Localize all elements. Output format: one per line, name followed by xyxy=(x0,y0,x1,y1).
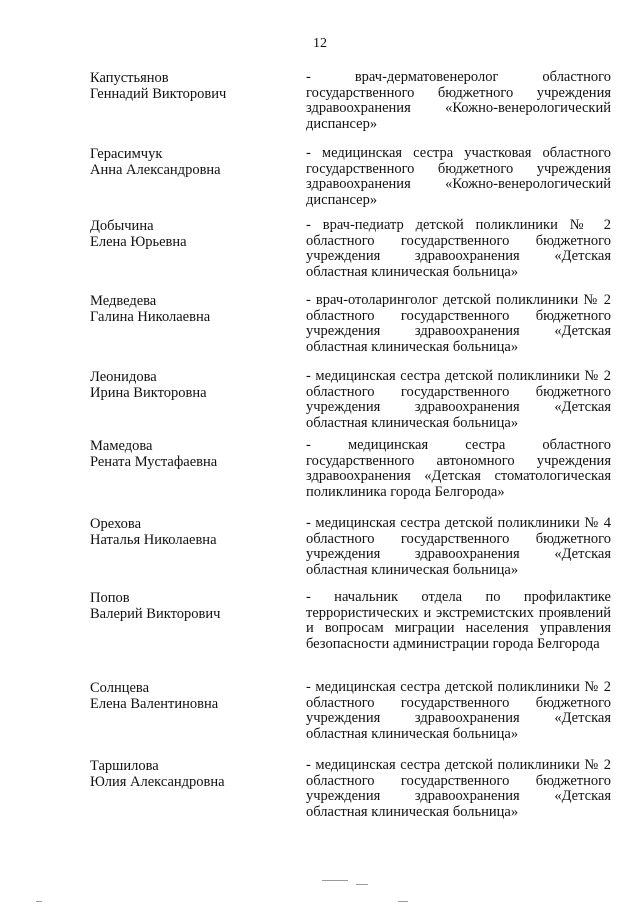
position-description: - медицинская сестра детской поликлиники № 2 областного государственного бюджетного учреждения здравоохранения «Детская областная клиническая больница» xyxy=(306,679,611,742)
person-name xyxy=(90,590,290,622)
position-description: - врач-отоларинголог детской поликлиники № 2 областного государственного бюджетного учреждения здравоохранения «Детская областная клиническая больница» xyxy=(306,292,611,355)
surname: Капустьянов xyxy=(90,70,169,86)
position-description: - начальник отдела по профилактике террористических и экстремистских проявлений и вопросам миграции населения управления безопасности администрации города Белгорода xyxy=(306,589,611,652)
scan-artifact xyxy=(322,880,348,881)
person-name xyxy=(90,369,290,401)
scan-artifact xyxy=(36,901,42,902)
person-name xyxy=(90,218,290,250)
given-names: Ирина Викторовна xyxy=(90,385,207,401)
surname: Леонидова xyxy=(90,369,157,385)
surname: Добычина xyxy=(90,218,154,234)
given-names: Анна Александровна xyxy=(90,162,221,178)
given-names: Юлия Александровна xyxy=(90,774,225,790)
given-names: Наталья Николаевна xyxy=(90,532,217,548)
surname: Попов xyxy=(90,590,130,606)
person-name xyxy=(90,70,290,102)
given-names: Геннадий Викторович xyxy=(90,86,227,102)
position-description: - врач-дерматовенеролог областного государственного бюджетного учреждения здравоохранения «Кожно-венерологический диспансер» xyxy=(306,69,611,132)
page-number: 12 xyxy=(313,36,327,51)
position-description: - врач-педиатр детской поликлиники № 2 областного государственного бюджетного учреждения здравоохранения «Детская областная клиническая больница» xyxy=(306,217,611,280)
scan-artifact xyxy=(356,884,368,885)
person-name xyxy=(90,758,290,790)
surname: Солнцева xyxy=(90,680,150,696)
position-description: - медицинская сестра областного государственного автономного учреждения здравоохранения «Детская стоматологическая поликлиника города Белгорода» xyxy=(306,437,611,500)
given-names: Елена Валентиновна xyxy=(90,696,219,712)
surname: Медведева xyxy=(90,293,157,309)
person-name xyxy=(90,516,290,548)
position-description: - медицинская сестра участковая областного государственного бюджетного учреждения здравоохранения «Кожно-венерологический диспансер» xyxy=(306,145,611,208)
position-description: - медицинская сестра детской поликлиники № 2 областного государственного бюджетного учреждения здравоохранения «Детская областная клиническая больница» xyxy=(306,757,611,820)
person-name xyxy=(90,293,290,325)
person-name xyxy=(90,438,290,470)
scan-artifact xyxy=(398,901,408,902)
given-names: Рената Мустафаевна xyxy=(90,454,218,470)
given-names: Галина Николаевна xyxy=(90,309,211,325)
given-names: Валерий Викторович xyxy=(90,606,221,622)
surname: Таршилова xyxy=(90,758,159,774)
given-names: Елена Юрьевна xyxy=(90,234,187,250)
position-description: - медицинская сестра детской поликлиники № 2 областного государственного бюджетного учреждения здравоохранения «Детская областная клиническая больница» xyxy=(306,368,611,431)
surname: Орехова xyxy=(90,516,142,532)
surname: Герасимчук xyxy=(90,146,163,162)
person-name xyxy=(90,680,290,712)
position-description: - медицинская сестра детской поликлиники № 4 областного государственного бюджетного учреждения здравоохранения «Детская областная клиническая больница» xyxy=(306,515,611,578)
surname: Мамедова xyxy=(90,438,153,454)
person-name xyxy=(90,146,290,178)
